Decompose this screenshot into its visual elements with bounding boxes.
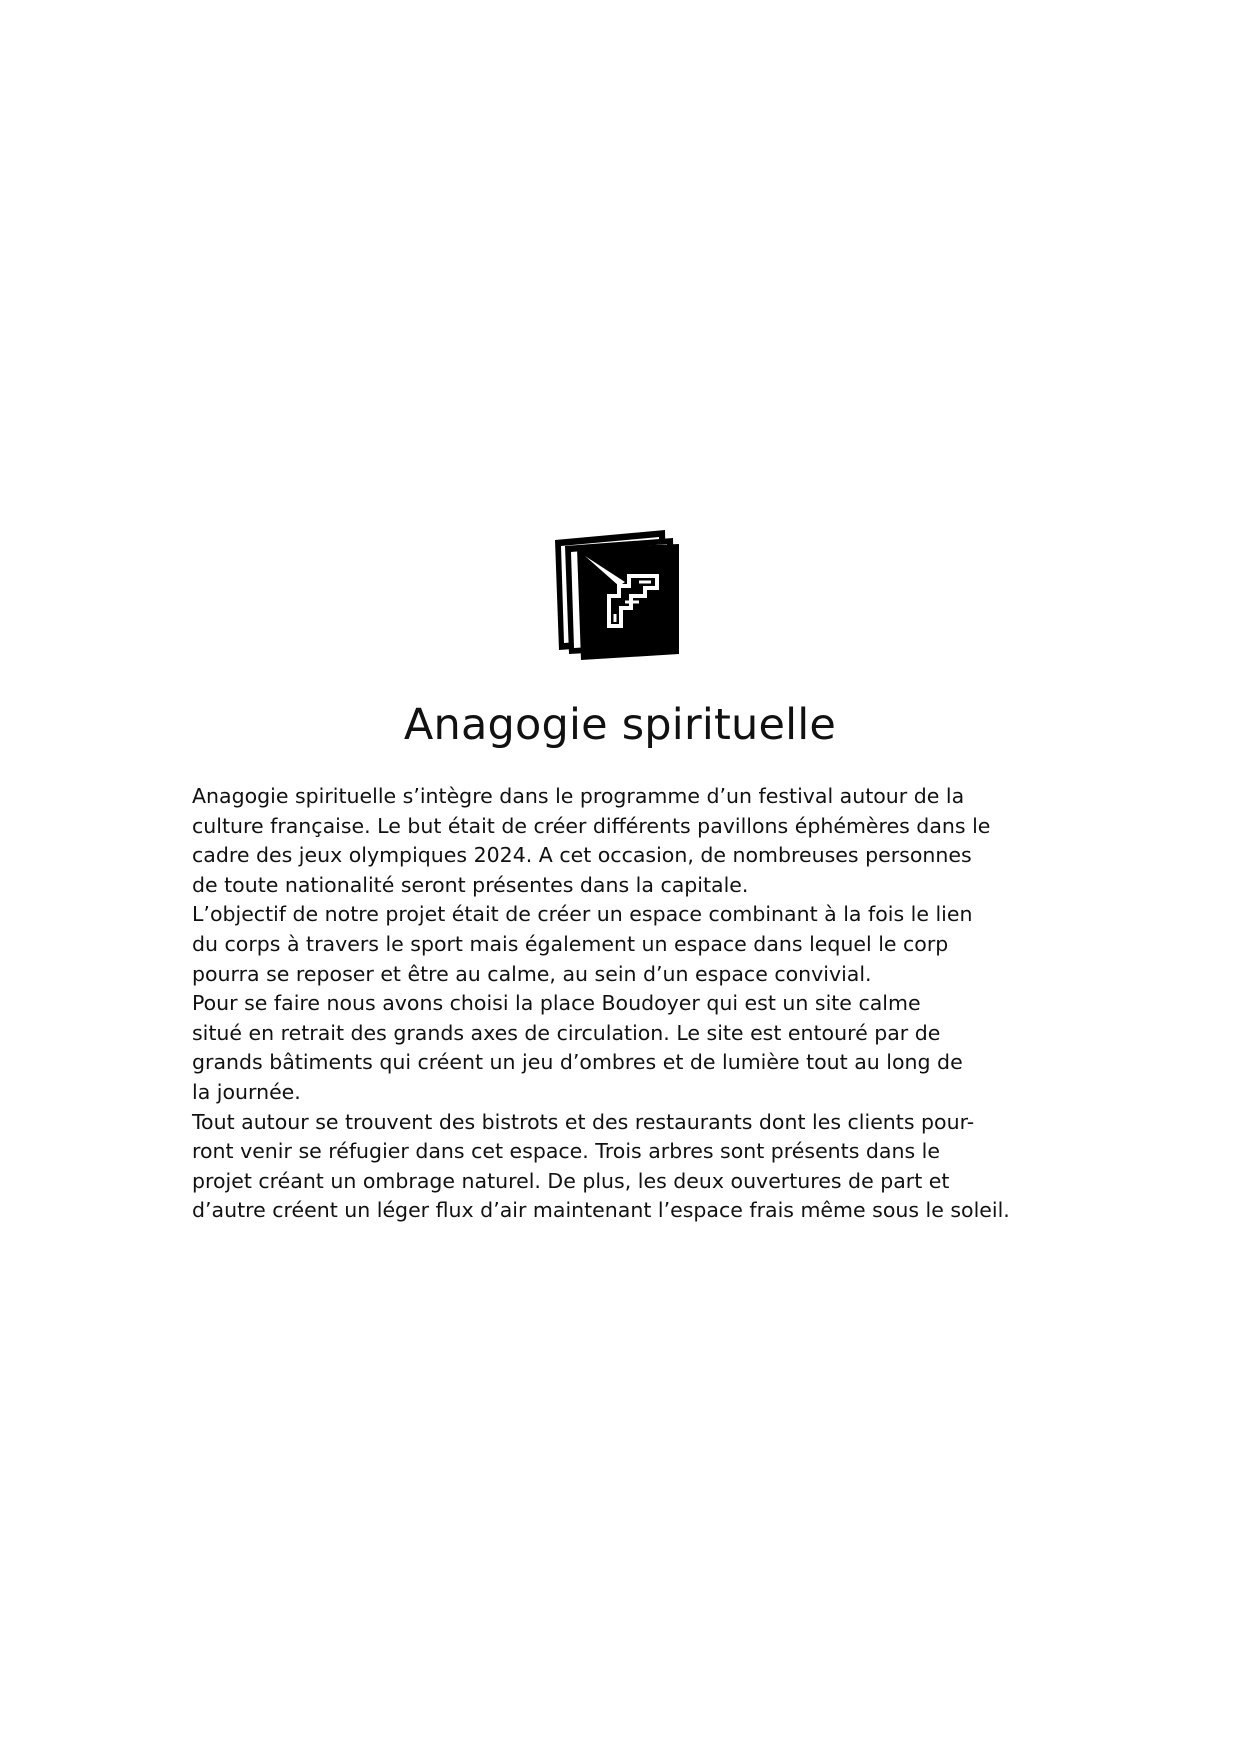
body-line: d’autre créent un léger flux d’air maintenant l’espace frais même sous le soleil. — [192, 1198, 1010, 1223]
body-line: pourra se reposer et être au calme, au sein d’un espace convivial. — [192, 961, 872, 986]
body-line: ront venir se réfugier dans cet espace. Trois arbres sont présents dans le — [192, 1139, 940, 1164]
body-line: L’objectif de notre projet était de créer un espace combinant à la fois le lien — [192, 902, 973, 927]
body-line: cadre des jeux olympiques 2024. A cet occasion, de nombreuses personnes — [192, 843, 972, 868]
body-line: du corps à travers le sport mais également un espace dans lequel le corp — [192, 931, 949, 956]
body-line: grands bâtiments qui créent un jeu d’ombres et de lumière tout au long de — [192, 1050, 963, 1075]
body-line: de toute nationalité seront présentes dans la capitale. — [192, 872, 749, 897]
page-title: Anagogie spirituelle — [403, 700, 837, 750]
body-line: culture française. Le but était de créer différents pavillons éphémères dans le — [192, 813, 991, 838]
body-line: Tout autour se trouvent des bistrots et des restaurants dont les clients pour- — [192, 1109, 975, 1134]
body-line: la journée. — [192, 1079, 301, 1104]
body-line: projet créant un ombrage naturel. De plus, les deux ouvertures de part et — [192, 1168, 950, 1193]
body-line: Anagogie spirituelle s’intègre dans le programme d’un festival autour de la — [192, 784, 965, 808]
body-paragraph — [192, 782, 1022, 1226]
body-line: situé en retrait des grands axes de circulation. Le site est entouré par de — [192, 1020, 941, 1045]
stacked-frames-logo-icon — [555, 530, 685, 660]
body-line: Pour se faire nous avons choisi la place Boudoyer qui est un site calme — [192, 991, 921, 1016]
